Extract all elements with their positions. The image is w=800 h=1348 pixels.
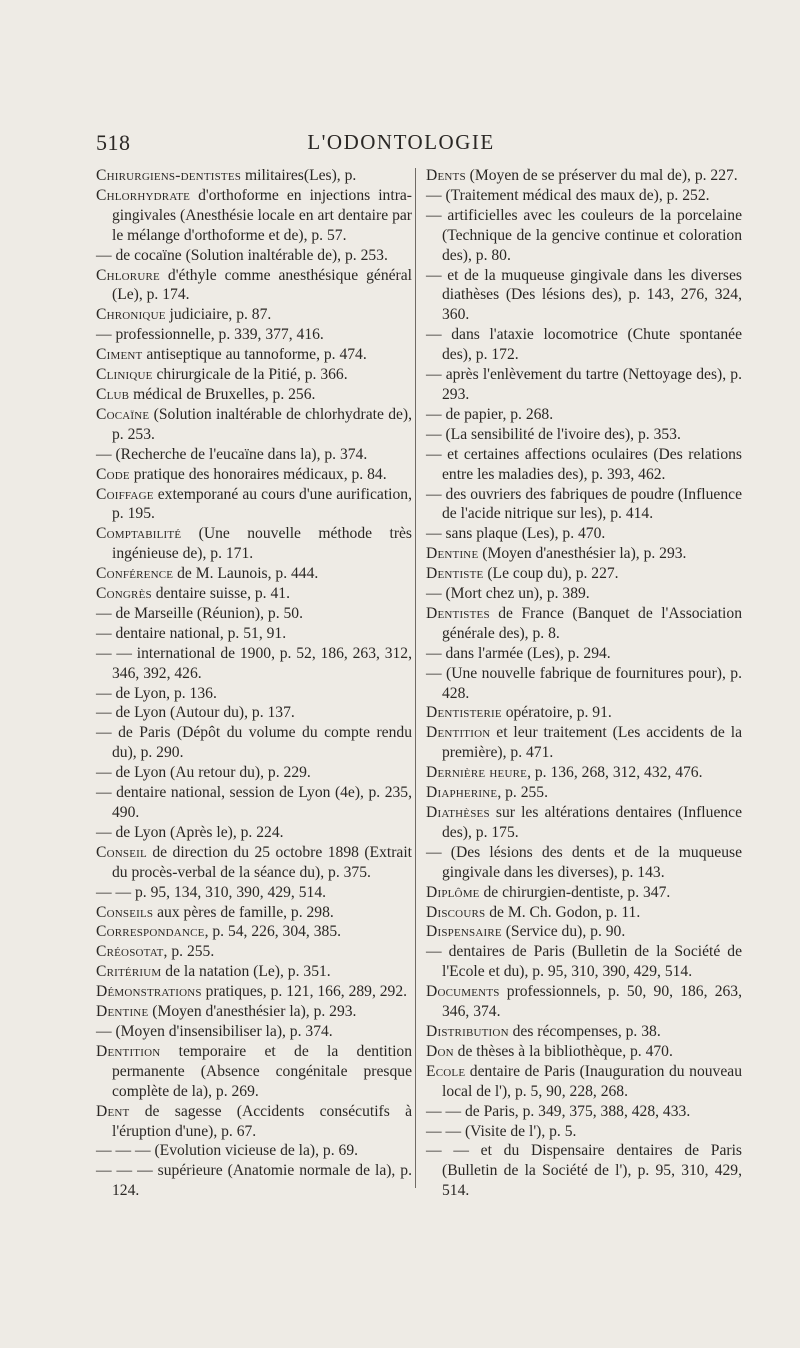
index-entry bbox=[426, 1062, 742, 1102]
index-entry-text: de M. Launois, p. 444. bbox=[173, 565, 319, 583]
index-entry-text: (Moyen de se préserver du mal de), p. 227. bbox=[465, 167, 738, 184]
index-entry bbox=[96, 684, 412, 704]
index-column-left bbox=[96, 166, 412, 1201]
index-entry bbox=[96, 584, 412, 604]
index-entry-text: — de Lyon (Au retour du), p. 229. bbox=[96, 764, 311, 782]
index-entry-text: (Une nouvelle méthode très ingénieuse de), p. 171. bbox=[112, 525, 412, 563]
index-entry bbox=[96, 365, 412, 385]
index-entry bbox=[426, 564, 742, 584]
index-entry-text: — de Lyon, p. 136. bbox=[96, 684, 217, 702]
index-entry-text: , p. 255. bbox=[163, 943, 215, 961]
index-entry-text: (Service du), p. 90. bbox=[501, 923, 626, 941]
index-entry-text: de France (Banquet de l'Association générale des), p. 8. bbox=[442, 604, 742, 642]
index-keyword: Chlorure bbox=[96, 266, 160, 284]
index-entry-text: dentaire suisse, p. 41. bbox=[151, 585, 290, 603]
index-entry bbox=[426, 843, 742, 883]
index-entry-text: chirurgicale de la Pitié, p. 366. bbox=[152, 366, 348, 384]
index-keyword: Coiffage bbox=[96, 485, 154, 503]
index-entry-text: — après l'enlèvement du tartre (Nettoyage des), p. 293. bbox=[426, 366, 742, 403]
index-entry bbox=[426, 783, 742, 803]
index-entry-text: — de papier, p. 268. bbox=[426, 405, 554, 423]
index-entry-text: d'orthoforme en injections intra-gingivales (Anesthésie locale en art dentaire par le mélange d'orthoforme et de), p. 57. bbox=[112, 186, 412, 244]
index-entry bbox=[426, 325, 742, 365]
index-entry-text: (Moyen d'anesthésier la), p. 293. bbox=[478, 545, 687, 563]
index-entry-text: de M. Ch. Godon, p. 11. bbox=[485, 903, 641, 921]
index-entry bbox=[426, 763, 742, 783]
index-entry-text: de direction du 25 octobre 1898 (Extrait du procès-verbal de la séance du), p. 375. bbox=[112, 843, 412, 881]
index-keyword: Congrès bbox=[96, 585, 152, 603]
index-keyword: Dernière heure bbox=[426, 764, 528, 782]
running-title: L'ODONTOLOGIE bbox=[307, 130, 495, 154]
index-entry-text: opératoire, p. 91. bbox=[501, 704, 612, 722]
index-entry bbox=[426, 723, 742, 763]
page-header bbox=[96, 130, 706, 160]
index-entry-text: extemporané au cours d'une aurification, p. 195. bbox=[112, 485, 412, 523]
index-keyword: Diplôme bbox=[426, 883, 480, 901]
index-entry-text: — — p. 95, 134, 310, 390, 429, 514. bbox=[96, 883, 327, 901]
index-entry bbox=[96, 524, 412, 564]
index-entry-text: des récompenses, p. 38. bbox=[508, 1022, 661, 1040]
index-entry-text: dentaire de Paris (Inauguration du nouveau local de l'), p. 5, 90, 228, 268. bbox=[442, 1062, 742, 1100]
index-entry-text: — — et du Dispensaire dentaires de Paris (Bulletin de la Société de l'), p. 95, 310, 429, 514. bbox=[426, 1142, 742, 1200]
index-entry-text: — — — supérieure (Anatomie normale de la), p. 124. bbox=[96, 1162, 412, 1200]
index-keyword: Dentine bbox=[96, 1003, 149, 1021]
index-entry bbox=[426, 903, 742, 923]
index-entry bbox=[426, 803, 742, 843]
index-entry-text: — et certaines affections oculaires (Des relations entre les maladies des), p. 393, 462. bbox=[426, 445, 742, 483]
index-entry-text: — et de la muqueuse gingivale dans les diverses diathèses (Des lésions des), p. 143, 276, 324, 360. bbox=[426, 266, 742, 324]
index-entry bbox=[96, 942, 412, 962]
index-entry-text: antiseptique au tannoforme, p. 474. bbox=[142, 346, 367, 364]
index-entry-text: pratiques, p. 121, 166, 289, 292. bbox=[201, 983, 408, 1001]
index-entry bbox=[96, 1022, 412, 1042]
index-entry bbox=[96, 1042, 412, 1102]
index-entry-text: aux pères de famille, p. 298. bbox=[153, 903, 334, 921]
index-entry-text: — — international de 1900, p. 52, 186, 263, 312, 346, 392, 426. bbox=[96, 644, 412, 682]
index-entry-text: — artificielles avec les couleurs de la porcelaine (Technique de la gencive continue et coloration des), p. 80. bbox=[426, 206, 742, 264]
index-entry-text: — dans l'ataxie locomotrice (Chute spontanée des), p. 172. bbox=[426, 326, 742, 364]
index-entry-text: — — de Paris, p. 349, 375, 388, 428, 433. bbox=[426, 1102, 691, 1120]
index-entry bbox=[96, 246, 412, 266]
index-entry-text: — (Une nouvelle fabrique de fournitures pour), p. 428. bbox=[426, 664, 742, 702]
index-entry-text: de thèses à la bibliothèque, p. 470. bbox=[453, 1042, 673, 1060]
index-entry-text: — (La sensibilité de l'ivoire des), p. 353. bbox=[426, 425, 681, 443]
index-entry bbox=[426, 166, 742, 186]
index-keyword: Chirurgiens-dentistes bbox=[96, 167, 242, 184]
index-entry-text: — de Lyon (Après le), p. 224. bbox=[96, 823, 284, 841]
index-entry-text: professionnels, p. 50, 90, 186, 263, 346, 374. bbox=[442, 983, 742, 1021]
index-entry bbox=[426, 703, 742, 723]
index-entry bbox=[426, 644, 742, 664]
index-keyword: Diapherine bbox=[426, 784, 498, 802]
index-entry bbox=[426, 604, 742, 644]
index-keyword: Dentiste bbox=[426, 565, 484, 583]
index-entry bbox=[96, 564, 412, 584]
index-entry-text: — dentaires de Paris (Bulletin de la Société de l'Ecole et du), p. 95, 310, 390, 429, 514. bbox=[426, 943, 742, 981]
index-entry-text: temporaire et de la dentition permanente (Absence congénitale presque complète de la), p. 269. bbox=[112, 1042, 412, 1100]
index-entry-text: — des ouvriers des fabriques de poudre (Influence de l'acide nitrique sur les), p. 414. bbox=[426, 485, 742, 523]
index-entry-text: — dentaire national, session de Lyon (4e), p. 235, 490. bbox=[96, 784, 412, 821]
index-keyword: Ciment bbox=[96, 346, 143, 364]
index-entry bbox=[96, 325, 412, 345]
index-keyword: Dentisterie bbox=[426, 704, 502, 722]
index-entry-text: militaires(Les), p. bbox=[241, 167, 357, 184]
index-entry bbox=[96, 305, 412, 325]
index-entry-text: judiciaire, p. 87. bbox=[165, 306, 272, 324]
index-keyword: Démonstrations bbox=[96, 983, 202, 1001]
index-entry-text: (Moyen d'anesthésier la), p. 293. bbox=[148, 1003, 357, 1021]
index-entry bbox=[426, 584, 742, 604]
index-entry bbox=[96, 186, 412, 246]
index-entry bbox=[426, 982, 742, 1022]
index-entry bbox=[426, 524, 742, 544]
index-keyword: Correspondance bbox=[96, 923, 205, 941]
index-entry bbox=[96, 763, 412, 783]
index-entry bbox=[96, 703, 412, 723]
index-entry-text: — de Lyon (Autour du), p. 137. bbox=[96, 704, 295, 722]
index-entry bbox=[96, 723, 412, 763]
index-entry bbox=[96, 903, 412, 923]
index-entry-text: — — (Visite de l'), p. 5. bbox=[426, 1122, 577, 1140]
index-keyword: Diathèses bbox=[426, 804, 490, 821]
index-keyword: Dents bbox=[426, 167, 466, 184]
index-entry-text: — professionnelle, p. 339, 377, 416. bbox=[96, 326, 324, 344]
index-entry bbox=[96, 166, 412, 186]
index-entry-text: de sagesse (Accidents consécutifs à l'éruption d'une), p. 67. bbox=[112, 1102, 412, 1140]
index-entry bbox=[96, 1141, 412, 1161]
index-keyword: Critérium bbox=[96, 963, 162, 981]
index-column-right bbox=[426, 166, 742, 1201]
index-entry bbox=[96, 405, 412, 445]
index-entry bbox=[426, 664, 742, 704]
index-entry-text: d'éthyle comme anesthésique général (Le), p. 174. bbox=[112, 266, 412, 304]
index-keyword: Cocaïne bbox=[96, 405, 150, 423]
index-keyword: Clinique bbox=[96, 366, 153, 384]
index-entry bbox=[96, 922, 412, 942]
index-entry-text: — de cocaïne (Solution inaltérable de), p. 253. bbox=[96, 246, 388, 264]
index-entry bbox=[96, 982, 412, 1002]
index-keyword: Code bbox=[96, 465, 130, 483]
index-entry bbox=[426, 1102, 742, 1122]
index-entry-text: — (Traitement médical des maux de), p. 252. bbox=[426, 186, 710, 204]
index-keyword: Chronique bbox=[96, 306, 166, 324]
index-keyword: Documents bbox=[426, 983, 500, 1001]
index-keyword: Dispensaire bbox=[426, 923, 502, 941]
index-entry-text: — (Recherche de l'eucaïne dans la), p. 374. bbox=[96, 445, 368, 463]
index-entry bbox=[96, 783, 412, 823]
index-keyword: Comptabilité bbox=[96, 525, 182, 543]
index-entry bbox=[96, 266, 412, 306]
index-entry bbox=[96, 604, 412, 624]
index-entry bbox=[426, 1141, 742, 1201]
index-entry bbox=[426, 544, 742, 564]
index-entry bbox=[96, 1161, 412, 1201]
index-entry-text: — de Paris (Dépôt du volume du compte rendu du), p. 290. bbox=[96, 724, 412, 762]
column-divider bbox=[415, 168, 416, 1188]
index-entry-text: — de Marseille (Réunion), p. 50. bbox=[96, 604, 304, 622]
index-entry-text: de la natation (Le), p. 351. bbox=[161, 963, 331, 981]
index-entry bbox=[426, 365, 742, 405]
index-keyword: Ecole bbox=[426, 1062, 466, 1080]
index-entry-text: (Le coup du), p. 227. bbox=[483, 565, 619, 583]
index-entry bbox=[96, 465, 412, 485]
index-entry bbox=[426, 266, 742, 326]
index-entry-text: sur les altérations dentaires (Influence des), p. 175. bbox=[442, 804, 742, 841]
index-entry bbox=[426, 1042, 742, 1062]
index-entry-text: , p. 255. bbox=[497, 784, 548, 802]
index-entry bbox=[426, 485, 742, 525]
index-entry-text: , p. 54, 226, 304, 385. bbox=[204, 923, 342, 941]
index-entry bbox=[96, 1002, 412, 1022]
index-entry-text: — dans l'armée (Les), p. 294. bbox=[426, 644, 611, 662]
index-keyword: Conseils bbox=[96, 903, 154, 921]
index-entry bbox=[96, 843, 412, 883]
index-entry bbox=[96, 485, 412, 525]
index-keyword: Distribution bbox=[426, 1022, 509, 1040]
index-entry-text: (Solution inaltérable de chlorhydrate de), p. 253. bbox=[112, 405, 412, 443]
index-entry bbox=[96, 345, 412, 365]
index-entry bbox=[426, 405, 742, 425]
index-entry-text: — dentaire national, p. 51, 91. bbox=[96, 624, 287, 642]
index-entry bbox=[96, 823, 412, 843]
index-entry bbox=[426, 883, 742, 903]
index-keyword: Créosotat bbox=[96, 943, 164, 961]
index-keyword: Chlorhydrate bbox=[96, 186, 191, 204]
index-keyword: Dent bbox=[96, 1102, 130, 1120]
index-keyword: Discours bbox=[426, 903, 486, 921]
index-entry-text: pratique des honoraires médicaux, p. 84. bbox=[129, 465, 387, 483]
index-entry-text: — (Des lésions des dents et de la muqueuse gingivale dans les diverses), p. 143. bbox=[426, 843, 742, 881]
index-keyword: Conseil bbox=[96, 843, 147, 861]
index-entry-text: , p. 136, 268, 312, 432, 476. bbox=[527, 764, 703, 782]
index-entry bbox=[426, 942, 742, 982]
page-number: 518 bbox=[96, 130, 131, 155]
index-entry-text: de chirurgien-dentiste, p. 347. bbox=[479, 883, 671, 901]
index-entry bbox=[96, 385, 412, 405]
index-entry bbox=[96, 883, 412, 903]
index-keyword: Dentine bbox=[426, 545, 479, 563]
index-entry-text: — sans plaque (Les), p. 470. bbox=[426, 525, 606, 543]
index-entry bbox=[96, 624, 412, 644]
index-entry-text: — (Moyen d'insensibiliser la), p. 374. bbox=[96, 1022, 333, 1040]
index-keyword: Don bbox=[426, 1042, 454, 1060]
index-entry-text: — — — (Evolution vicieuse de la), p. 69. bbox=[96, 1142, 359, 1160]
index-entry bbox=[426, 445, 742, 485]
index-entry bbox=[96, 644, 412, 684]
index-keyword: Conférence bbox=[96, 565, 174, 583]
index-entry bbox=[426, 206, 742, 266]
index-entry bbox=[426, 922, 742, 942]
index-entry bbox=[96, 445, 412, 465]
index-entry bbox=[426, 1022, 742, 1042]
index-keyword: Dentistes bbox=[426, 604, 490, 622]
index-entry bbox=[426, 1122, 742, 1142]
index-entry bbox=[426, 186, 742, 206]
index-keyword: Dentition bbox=[426, 724, 491, 742]
index-entry-text: et leur traitement (Les accidents de la première), p. 471. bbox=[442, 724, 742, 762]
index-entry-text: médical de Bruxelles, p. 256. bbox=[129, 385, 316, 403]
index-entry bbox=[96, 962, 412, 982]
index-entry bbox=[96, 1102, 412, 1142]
index-keyword: Club bbox=[96, 385, 130, 403]
index-keyword: Dentition bbox=[96, 1042, 161, 1060]
index-entry bbox=[426, 425, 742, 445]
index-entry-text: — (Mort chez un), p. 389. bbox=[426, 585, 590, 603]
